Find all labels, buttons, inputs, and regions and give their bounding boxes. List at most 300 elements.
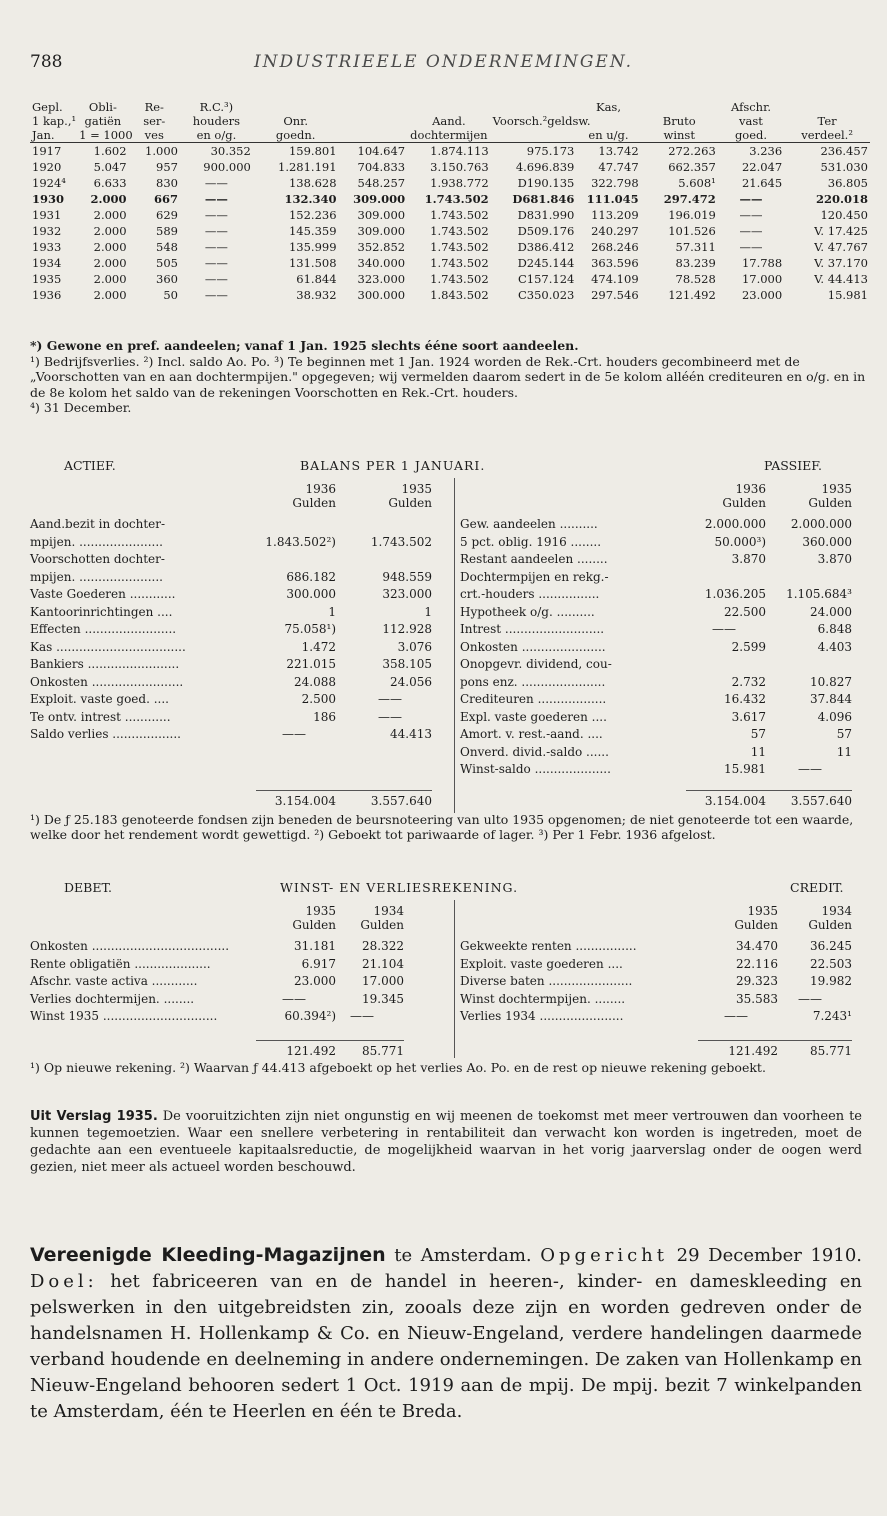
history-cell: 3.150.763 (430, 160, 489, 174)
actief-value-b: 948.559 (382, 569, 432, 584)
history-header-cell: 1 kap.,¹ (32, 114, 77, 128)
unit-label: Gulden (292, 918, 336, 932)
actief-line (30, 691, 450, 708)
credit-value-b: 19.982 (810, 974, 852, 988)
history-cell: 1930 (32, 192, 65, 206)
history-cell: —— (739, 208, 763, 222)
passief-value-a: 16.432 (724, 692, 766, 706)
history-cell: 131.508 (288, 256, 337, 270)
history-cell: 121.492 (668, 288, 716, 302)
actief-value-a: 1.843.502²) (265, 534, 336, 549)
history-row (30, 239, 870, 255)
history-cell: 360 (156, 272, 178, 286)
credit-value-a: 22.116 (736, 956, 778, 971)
passief-line (460, 604, 870, 621)
history-header-row (30, 114, 870, 128)
passief-line (460, 744, 870, 761)
history-header-cell: houders (192, 114, 241, 128)
passief-label: Intrest .......................... (460, 622, 605, 636)
total-value: 85.771 (362, 1044, 404, 1058)
history-cell: V. 44.413 (814, 272, 868, 286)
history-cell: 196.019 (668, 208, 716, 222)
history-cell: V. 17.425 (814, 224, 868, 238)
credit-label: Exploit. vaste goederen .... (460, 956, 623, 971)
history-cell: 1.602 (93, 144, 127, 158)
passief-value-b: —— (798, 762, 822, 776)
history-cell: 1934 (32, 256, 62, 270)
history-cell: 220.018 (815, 192, 868, 206)
year-label: 1934 (821, 904, 852, 918)
history-cell: 1.743.502 (430, 208, 489, 222)
history-cell: 1933 (32, 240, 62, 254)
credit-line (460, 1008, 870, 1025)
history-cell: 323.000 (357, 272, 406, 286)
history-cell: 4.696.839 (515, 160, 575, 174)
debet-value-a: —— (282, 991, 306, 1006)
actief-label: mpijen. ...................... (30, 534, 163, 549)
history-header-cell: gatiën (84, 114, 122, 128)
history-header-cell (339, 114, 408, 128)
history-header-cell: Jan. (30, 128, 77, 143)
history-cell: 2.000 (93, 272, 127, 286)
debet-label: Winst 1935 .............................. (30, 1009, 218, 1023)
actief-line (30, 656, 450, 673)
company-name: Vereenigde Kleeding-Magazijnen (30, 1244, 386, 1266)
history-cell: 145.359 (288, 224, 337, 238)
history-header-cell (339, 100, 408, 114)
history-header-cell (641, 100, 718, 114)
history-cell: 662.357 (668, 160, 716, 174)
passief-label: Amort. v. rest.-aand. .... (460, 727, 603, 741)
debet-line (30, 973, 450, 990)
actief-line (30, 534, 450, 551)
actief-value-b: 358.105 (382, 657, 432, 671)
history-cell: 1935 (32, 272, 62, 286)
actief-value-a: 221.015 (286, 657, 336, 671)
history-cell: 5.608¹ (678, 176, 716, 190)
actief-label: Voorschotten dochter- (30, 552, 165, 566)
history-cell: D190.135 (517, 176, 575, 190)
passief-line (460, 534, 870, 551)
history-cell: 61.844 (296, 272, 337, 286)
history-cell: 300.000 (357, 288, 406, 302)
history-cell: 1.743.502 (424, 192, 489, 206)
debet-value-a: 60.394²) (284, 1009, 336, 1023)
passief-label: pons enz. ...................... (460, 674, 606, 689)
history-header-cell: dochtermijen (407, 128, 491, 143)
verslag (30, 1108, 862, 1176)
history-cell: 900.000 (203, 160, 251, 174)
history-cell: —— (204, 176, 228, 190)
history-cell: —— (204, 272, 228, 286)
debet-value-b: 17.000 (362, 974, 404, 988)
passief-value-b: 6.848 (817, 622, 852, 636)
history-cell: 272.263 (668, 144, 716, 158)
winst-titles (30, 880, 870, 902)
year-heading (782, 904, 852, 932)
history-cell: 975.173 (526, 144, 575, 158)
history-cell: 240.297 (591, 224, 639, 238)
history-cell: —— (204, 224, 228, 238)
history-row (30, 159, 870, 175)
history-cell: 2.000 (93, 256, 127, 270)
passief-line (460, 709, 870, 726)
actief-value-a: 24.088 (294, 674, 336, 689)
actief-value-b: 323.000 (382, 587, 432, 601)
actief-title: ACTIEF. (64, 458, 116, 473)
credit-label: Gekweekte renten ................ (460, 939, 637, 953)
actief-value-a: 1.472 (301, 639, 336, 654)
passief-value-a: 2.000.000 (704, 517, 766, 531)
history-cell: 236.457 (820, 144, 868, 158)
winst-divider (454, 900, 455, 1058)
passief-value-b: 2.000.000 (790, 517, 852, 531)
passief-line (460, 674, 870, 691)
passief-line (460, 586, 870, 603)
total-value: 85.771 (810, 1044, 852, 1058)
history-cell: 1920 (32, 160, 62, 174)
history-cell: 159.801 (288, 144, 337, 158)
balans-note: ¹) De ƒ 25.183 genoteerde fondsen zijn beneden de beursnoteering van ulto 1935 opgenomen; de niet genoteerde tot een waarde, welke door het rendement wordt gewettigd. ²) Geboekt tot pariwaarde of lager. ³) Per 1 Febr. 1936 afgelost. (30, 812, 854, 842)
history-cell: V. 47.767 (814, 240, 868, 254)
history-header-cell: Gepl. (32, 100, 63, 114)
history-header-cell: goed. (718, 128, 784, 143)
unit-label: Gulden (292, 496, 336, 510)
debet-line (30, 938, 450, 955)
actief-value-b: 44.413 (390, 727, 432, 741)
passief-value-b: 57 (836, 727, 852, 741)
unit-label: Gulden (808, 918, 852, 932)
history-cell: C350.023 (518, 288, 575, 302)
passief-line (460, 621, 870, 638)
debet-label: Onkosten .................................... (30, 939, 230, 953)
history-cell: 38.932 (296, 288, 337, 302)
winst-note: ¹) Op nieuwe rekening. ²) Waarvan ƒ 44.413 afgeboekt op het verlies Ao. Po. en de rest op nieuwe rekening geboekt. (30, 1060, 766, 1075)
year-label: 1935 (821, 482, 852, 496)
passief-label: Onopgevr. dividend, cou- (460, 657, 612, 671)
history-cell: 505 (156, 256, 178, 270)
history-cell: 1.843.502 (430, 288, 489, 302)
passief-value-a: 50.000³) (714, 534, 766, 549)
history-row (30, 287, 870, 303)
unit-label: Gulden (388, 496, 432, 510)
history-cell: —— (204, 256, 228, 270)
actief-label: Exploit. vaste goed. .... (30, 692, 169, 706)
history-cell: 1.743.502 (430, 240, 489, 254)
page-number: 788 (30, 52, 63, 72)
history-header-cell: R.C.³) (199, 100, 234, 114)
history-cell: D831.990 (517, 208, 575, 222)
actief-label: Effecten ........................ (30, 622, 177, 636)
history-cell: 667 (153, 192, 178, 206)
history-cell: 309.000 (353, 192, 406, 206)
history-cell: 1.743.502 (430, 224, 489, 238)
passief-line (460, 656, 870, 673)
passief-value-b: 360.000 (802, 534, 852, 549)
history-cell: 548.257 (357, 176, 406, 190)
year-label: 1935 (305, 904, 336, 918)
history-cell: —— (204, 208, 228, 222)
history-cell: 309.000 (357, 208, 406, 222)
history-header-cell: ves (129, 128, 180, 143)
history-cell: 17.000 (741, 272, 783, 286)
history-header-cell: vast (739, 114, 763, 128)
credit-line (460, 991, 870, 1008)
credit-label: Winst dochtermpijen. ........ (460, 991, 626, 1006)
history-cell: —— (739, 240, 763, 254)
note-star: *) Gewone en pref. aandeelen; vanaf 1 Jan. 1925 slechts ééne soort aandeelen. (30, 338, 579, 353)
history-cell: 1936 (32, 288, 62, 302)
history-cell: 363.596 (591, 256, 639, 270)
credit-value-b: —— (798, 991, 822, 1006)
history-cell: 36.805 (827, 176, 868, 190)
actief-label: Bankiers ........................ (30, 657, 180, 671)
total-value: 3.557.640 (370, 794, 432, 808)
passief-label: Dochtermpijen en rekg.- (460, 569, 609, 584)
winst-title: WINST- EN VERLIESREKENING. (280, 880, 519, 895)
credit-value-b: 7.243¹ (812, 1009, 852, 1023)
history-cell: 1917 (32, 144, 62, 158)
history-row (30, 191, 870, 207)
history-header-cell (491, 100, 577, 114)
history-header-cell (253, 100, 339, 114)
history-header-row (30, 128, 870, 143)
debet-value-a: 6.917 (301, 956, 336, 971)
credit-label: Verlies 1934 ...................... (460, 1009, 624, 1023)
debet-label: Rente obligatiën .................... (30, 956, 211, 971)
history-cell: —— (204, 240, 228, 254)
history-header-cell (407, 100, 491, 114)
unit-label: Gulden (722, 496, 766, 510)
passief-value-a: 2.732 (731, 674, 766, 689)
passief-label: 5 pct. oblig. 1916 ........ (460, 534, 602, 549)
actief-line (30, 551, 450, 568)
actief-value-b: 112.928 (382, 622, 432, 636)
credit-value-a: 34.470 (736, 939, 778, 953)
actief-value-a: 686.182 (286, 569, 336, 584)
passief-title: PASSIEF. (764, 458, 822, 473)
actief-value-a: 186 (313, 709, 336, 724)
history-cell: 135.999 (288, 240, 337, 254)
history-cell: 629 (156, 208, 178, 222)
history-cell: D245.144 (517, 256, 575, 270)
credit-value-b: 22.503 (810, 956, 852, 971)
actief-label: mpijen. ...................... (30, 569, 163, 584)
actief-line (30, 516, 450, 533)
history-row (30, 143, 870, 160)
passief-value-a: 1.036.205 (704, 587, 766, 601)
debet-value-b: 28.322 (362, 939, 404, 953)
passief-label: Gew. aandeelen .......... (460, 517, 598, 531)
history-cell: C157.124 (518, 272, 575, 286)
history-cell: 132.340 (284, 192, 337, 206)
history-cell: 531.030 (820, 160, 868, 174)
actief-label: Kas .................................. (30, 639, 186, 654)
total-value: 3.557.640 (790, 794, 852, 808)
history-cell: 23.000 (741, 288, 783, 302)
history-cell: 268.246 (591, 240, 639, 254)
passief-line (460, 726, 870, 743)
actief-line (30, 674, 450, 691)
actief-label: Aand.bezit in dochter- (30, 517, 166, 531)
history-header-cell: en o/g. (180, 128, 253, 143)
debet-value-a: 23.000 (294, 974, 336, 988)
passief-value-b: 4.403 (817, 639, 852, 654)
actief-value-a: 2.500 (301, 692, 336, 706)
history-cell: 322.798 (591, 176, 639, 190)
history-row (30, 207, 870, 223)
year-heading (696, 482, 766, 510)
history-cell: 83.239 (675, 256, 716, 270)
passief-label: Restant aandeelen ........ (460, 552, 608, 566)
passief-label: crt.-houders ................ (460, 587, 600, 601)
history-cell: 2.000 (93, 208, 127, 222)
history-cell: 17.788 (741, 256, 783, 270)
history-header-cell: verdeel.² (784, 128, 870, 143)
passief-value-b: 10.827 (810, 674, 852, 689)
credit-value-b: 36.245 (810, 939, 852, 953)
history-header-cell: 1 = 1000 (79, 128, 133, 142)
verslag-lead: Uit Verslag 1935. (30, 1109, 158, 1124)
history-header-cell: Re- (144, 100, 164, 114)
credit-value-a: 35.583 (736, 991, 778, 1006)
debet-title: DEBET. (64, 880, 112, 895)
actief-value-b: 24.056 (390, 674, 432, 689)
history-header-cell: Afschr. (730, 100, 771, 114)
history-cell: D386.412 (517, 240, 575, 254)
actief-line (30, 726, 450, 743)
opgericht-date: 29 December 1910. (668, 1245, 863, 1266)
history-cell: —— (739, 192, 763, 206)
actief-label: Te ontv. intrest ............ (30, 709, 171, 724)
passief-value-a: 15.981 (724, 762, 766, 776)
history-cell: 78.528 (675, 272, 716, 286)
actief-label: Onkosten ........................ (30, 674, 184, 689)
actief-line (30, 639, 450, 656)
passief-value-a: 57 (750, 727, 766, 741)
actief-value-a: —— (282, 727, 306, 741)
history-notes (30, 338, 870, 416)
opgericht-label: Opgericht (540, 1245, 669, 1266)
history-header-cell (491, 128, 577, 143)
actief-value-b: 1.743.502 (370, 534, 432, 549)
unit-label: Gulden (808, 496, 852, 510)
history-header-cell: Onr. (283, 114, 309, 128)
history-cell: 297.472 (663, 192, 716, 206)
year-heading (266, 904, 336, 932)
history-cell: 589 (156, 224, 178, 238)
history-row (30, 175, 870, 191)
actief-value-b: —— (378, 692, 402, 706)
actief-value-b: —— (378, 709, 402, 724)
history-cell: 1.938.772 (430, 176, 489, 190)
actief-line (30, 569, 450, 586)
history-cell: 2.000 (93, 288, 127, 302)
history-cell: 1.281.191 (278, 160, 337, 174)
total-rule (256, 790, 432, 791)
year-heading (708, 904, 778, 932)
note-1: ¹) Bedrijfsverlies. ²) Incl. saldo Ao. Po. ³) Te beginnen met 1 Jan. 1924 worden de Rek.-Crt. houders gecombineerd met de „Voorschotten van en aan dochtermpijen." opgegeven; wij vermelden daarom sedert in de 5e kolom alléén crediteuren en o/g. en in de 8e kolom het saldo van de rekeningen Voorschotten en Rek.-Crt. houders. (30, 353, 866, 400)
total-value: 121.492 (728, 1044, 778, 1058)
history-cell: 6.633 (93, 176, 127, 190)
year-label: 1934 (373, 904, 404, 918)
unit-label: Gulden (734, 918, 778, 932)
history-table (30, 100, 870, 303)
history-cell: 1.000 (145, 144, 178, 158)
history-header-cell: Voorsch.²geldsw. (492, 114, 591, 128)
passief-value-a: 2.599 (731, 639, 766, 654)
history-header-cell: en u/g. (576, 128, 640, 143)
passief-value-b: 24.000 (810, 604, 852, 619)
passief-label: Hypotheek o/g. .......... (460, 604, 595, 619)
history-cell: D509.176 (517, 224, 575, 238)
balans-title: BALANS PER 1 JANUARI. (300, 458, 486, 473)
actief-label: Kantoorinrichtingen .... (30, 604, 173, 619)
history-cell: 957 (156, 160, 178, 174)
passief-label: Winst-saldo .................... (460, 762, 611, 776)
history-cell: 548 (156, 240, 178, 254)
history-header-cell: Aand. (432, 114, 466, 128)
history-cell: 297.546 (591, 288, 639, 302)
passief-value-a: 3.617 (731, 709, 766, 724)
history-cell: 3.236 (749, 144, 783, 158)
year-heading (782, 482, 852, 510)
passief-value-b: 11 (836, 744, 852, 759)
passief-label: Crediteuren .................. (460, 692, 607, 706)
unit-label: Gulden (360, 918, 404, 932)
history-cell: 13.742 (598, 144, 639, 158)
history-cell: 47.747 (598, 160, 639, 174)
year-label: 1936 (735, 482, 766, 496)
doel-label: Doel: (30, 1271, 98, 1292)
credit-value-a: 29.323 (736, 974, 778, 988)
history-cell: 1.743.502 (430, 272, 489, 286)
history-cell: 340.000 (357, 256, 406, 270)
history-header-cell: winst (641, 128, 718, 143)
history-cell: 22.047 (741, 160, 783, 174)
history-cell: D681.846 (512, 192, 575, 206)
year-label: 1935 (747, 904, 778, 918)
history-cell: 57.311 (675, 240, 716, 254)
total-value: 3.154.004 (274, 794, 336, 808)
debet-label: Verlies dochtermijen. ........ (30, 991, 195, 1006)
history-cell: 352.852 (357, 240, 406, 254)
actief-line (30, 621, 450, 638)
history-cell: 1924⁴ (32, 176, 66, 190)
debet-value-b: —— (350, 1009, 374, 1023)
actief-line (30, 604, 450, 621)
history-cell: 15.981 (827, 288, 868, 302)
history-cell: 5.047 (93, 160, 127, 174)
actief-line (30, 586, 450, 603)
doel-text: het fabriceeren van en de handel in heeren-, kinder- en dameskleeding en pelswerken in den uitgebreidsten zin, zooals deze zijn en worden gedreven onder de handelsnamen H. Hollenkamp & Co. en Nieuw-Engeland, verdere handelingen daarmede verband houdende en deelneming in andere ondernemingen. De zaken van Hollenkamp en Nieuw-Engeland behooren sedert 1 Oct. 1919 aan de mpij. De mpij. bezit 7 winkelpanden te Amsterdam, één te Heerlen en één te Breda. (30, 1271, 862, 1422)
note-4: ⁴) 31 December. (30, 400, 132, 415)
history-header-cell: Kas, (595, 100, 621, 114)
page-header (30, 52, 857, 76)
passief-label: Expl. vaste goederen .... (460, 709, 607, 724)
history-cell: 1.874.113 (430, 144, 489, 158)
company-seat: te Amsterdam. (385, 1245, 541, 1266)
year-heading (266, 482, 336, 510)
history-cell: —— (204, 288, 228, 302)
total-rule (256, 1040, 404, 1041)
total-value: 121.492 (286, 1044, 336, 1058)
passief-value-b: 37.844 (810, 692, 852, 706)
passief-value-a: 3.870 (731, 552, 766, 566)
credit-title: CREDIT. (790, 880, 844, 895)
passief-value-b: 4.096 (817, 709, 852, 724)
credit-line (460, 956, 870, 973)
